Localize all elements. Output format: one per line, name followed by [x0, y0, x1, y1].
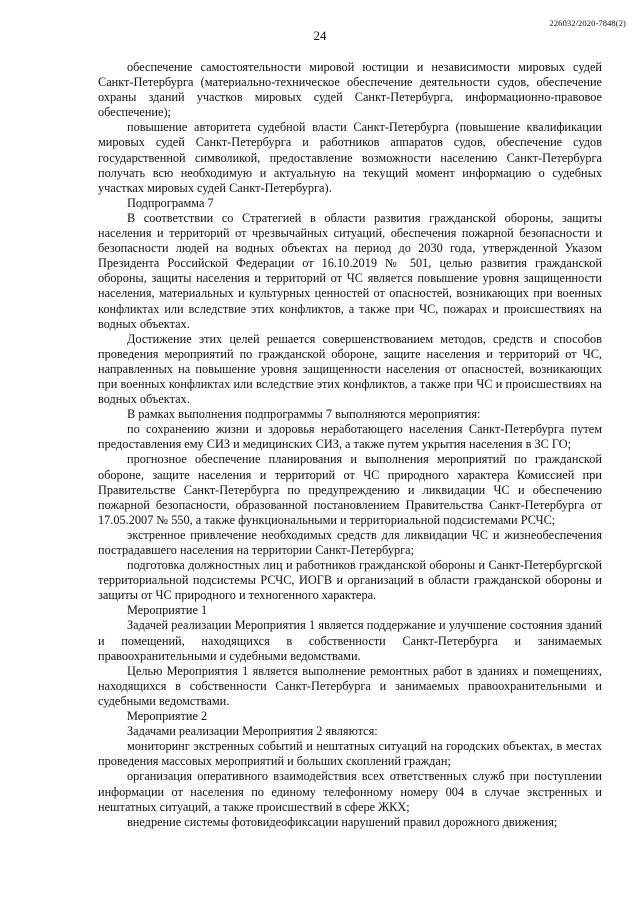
section-heading-subprogram-7: Подпрограмма 7 — [127, 195, 214, 210]
paragraph: мониторинг экстренных событий и нештатных ситуаций на городских объектах, в местах проведения массовых мероприятий и больших скоплений граждан; — [98, 739, 602, 769]
section-heading-measure-2: Мероприятие 2 — [127, 709, 208, 724]
paragraph: внедрение системы фотовидеофиксации нарушений правил дорожного движения; — [127, 814, 558, 829]
paragraph: организация оперативного взаимодействия всех ответственных служб при поступлении информации от населения по единому телефонному номеру 004 в случае экстренных и нештатных ситуаций, а также происшествий в сфере ЖКХ; — [98, 769, 602, 814]
paragraph: Задачей реализации Мероприятия 1 является поддержание и улучшение состояния зданий и помещений, находящихся в собственности Санкт-Петербурга и занимаемых правоохранительными и судебными ведомствами. — [98, 618, 602, 663]
paragraph: Достижение этих целей решается совершенствованием методов, средств и способов проведения мероприятий по гражданской обороне, защите населения и территорий от ЧС, направленных на повышение уровня защищенности населения от опасностей, возникающих при военных конфликтах или вследствие этих конфликтов, а также при ЧС и происшествиях на водных объектах. — [98, 331, 602, 407]
paragraph: В соответствии со Стратегией в области развития гражданской обороны, защиты населения и территорий от чрезвычайных ситуаций, обеспечения пожарной безопасности и безопасности людей на водных объектах на период до 2030 года, утвержденной Указом Президента Российской Федерации от 16.10.2019 № 501, целью развития гражданской обороны, защиты населения и территорий от ЧС является повышение уровня защищенности населения, материальных и культурных ценностей от опасностей, возникающих при военных конфликтах или вследствие этих конфликтов, а также при ЧС, пожарах и происшествиях на водных объектах. — [98, 210, 602, 331]
document-body — [98, 60, 602, 830]
section-heading-measure-1: Мероприятие 1 — [127, 603, 208, 618]
paragraph: экстренное привлечение необходимых средств для ликвидации ЧС и жизнеобеспечения пострадавшего населения на территории Санкт-Петербурга; — [98, 527, 602, 557]
paragraph: подготовка должностных лиц и работников гражданской обороны и Санкт-Петербургской территориальной подсистемы РСЧС, ИОГВ и организаций в области гражданской обороны и защиты от ЧС природного и техногенного характера. — [98, 558, 602, 603]
paragraph: повышение авторитета судебной власти Санкт-Петербурга (повышение квалификации мировых судей Санкт-Петербурга и работников аппаратов судов, обеспечение судов государственной символикой, предоставление возможности населению Санкт-Петербурга получать всю необходимую и актуальную на текущий момент информацию о судебных участках мировых судей Санкт-Петербурга). — [98, 120, 602, 195]
paragraph: Целью Мероприятия 1 является выполнение ремонтных работ в зданиях и помещениях, находящихся в собственности Санкт-Петербурга и занимаемых правоохранительными и судебными ведомствами. — [98, 663, 602, 708]
paragraph: В рамках выполнения подпрограммы 7 выполняются мероприятия: — [127, 407, 481, 422]
paragraph: обеспечение самостоятельности мировой юстиции и независимости мировых судей Санкт-Петербурга (материально-техническое обеспечение деятельности судов, обеспечение охраны зданий участков мировых судей Санкт-Петербурга, информационно-правовое обеспечение); — [98, 60, 602, 120]
paragraph: прогнозное обеспечение планирования и выполнения мероприятий по гражданской обороне, защите населения и территорий от ЧС природного характера Комиссией при Правительстве Санкт-Петербурга по предупреждению и ликвидации ЧС и обеспечению пожарной безопасности, образованной постановлением Правительства Санкт-Петербурга от 17.05.2007 № 550, а также функциональными и территориальной подсистемами РСЧС; — [98, 452, 602, 527]
document-registration-number: 226032/2020-7848(2) — [549, 18, 626, 28]
page-number: 24 — [313, 28, 327, 43]
paragraph: Задачами реализации Мероприятия 2 являются: — [127, 724, 378, 739]
paragraph: по сохранению жизни и здоровья неработающего населения Санкт-Петербурга путем предоставления ему СИЗ и медицинских СИЗ, а также путем укрытия населения в ЗС ГО; — [98, 422, 602, 452]
